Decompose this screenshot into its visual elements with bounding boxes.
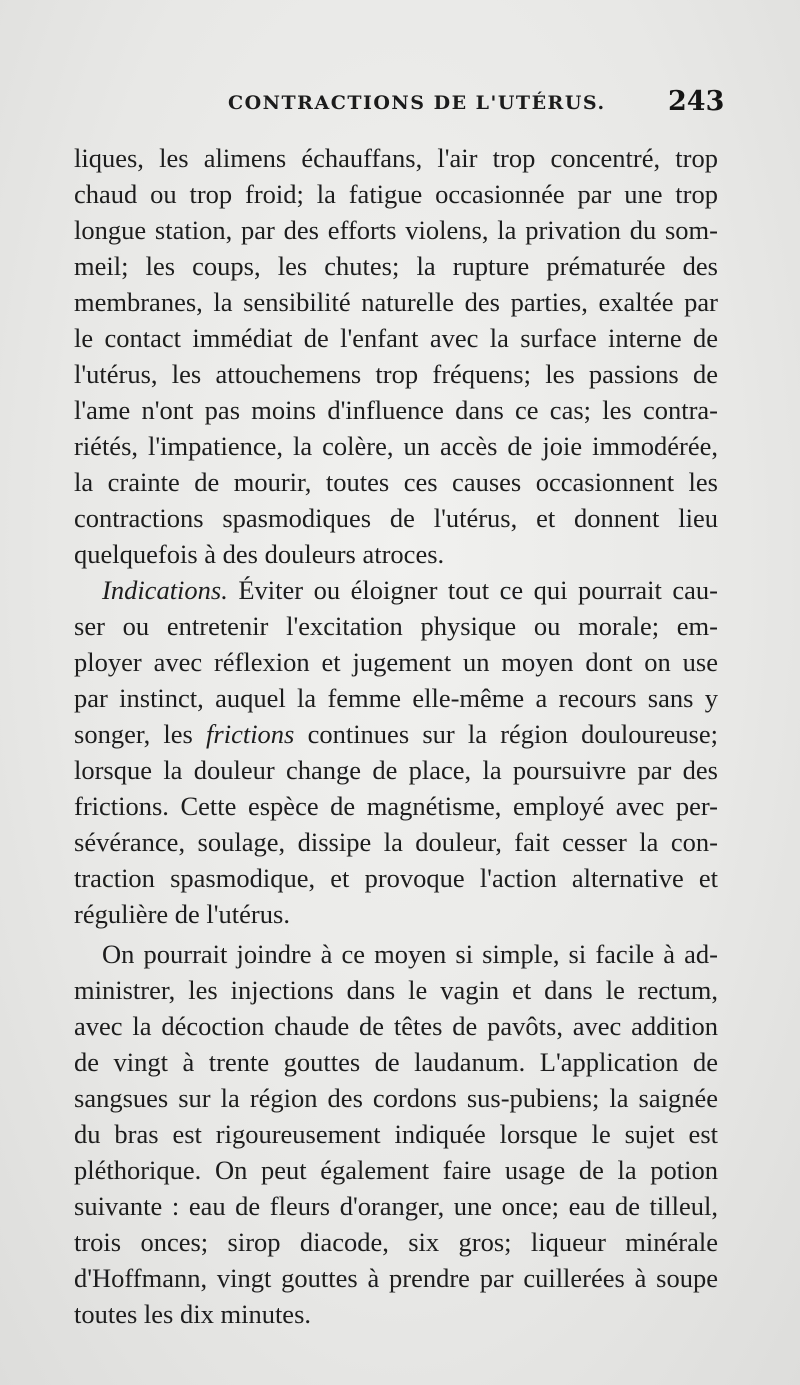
text-line: ministrer, les injections dans le vagin et dans le rectum, [74, 975, 718, 1005]
text-line: d'Hoffmann, vingt gouttes à prendre par cuillerées à soupe [74, 1263, 718, 1293]
text-line: ployer avec réflexion et jugement un moyen dont on use [74, 647, 718, 677]
page-header [0, 86, 800, 126]
text-line: ser ou entretenir l'excitation physique ou morale; em- [74, 611, 718, 641]
text-line: sévérance, soulage, dissipe la douleur, fait cesser la con- [74, 827, 718, 857]
paragraph-treatment [74, 936, 718, 1332]
text-segment: Éviter ou éloigner tout ce qui pourrait cau- [227, 575, 718, 605]
text-line: membranes, la sensibilité naturelle des parties, exaltée par [74, 287, 718, 317]
text-line: traction spasmodique, et provoque l'action alternative et [74, 863, 718, 893]
text-line: liques, les alimens échauffans, l'air trop concentré, trop [74, 143, 718, 173]
text-line: la crainte de mourir, toutes ces causes occasionnent les [74, 467, 718, 497]
text-line: meil; les coups, les chutes; la rupture prématurée des [74, 251, 718, 281]
text-line: sangsues sur la région des cordons sus-pubiens; la saignée [74, 1083, 718, 1113]
text-line: frictions. Cette espèce de magnétisme, employé avec per- [74, 791, 718, 821]
frictions-emphasis: frictions [206, 719, 295, 749]
body-text [74, 140, 718, 1332]
text-line: l'utérus, les attouchemens trop fréquens; les passions de [74, 359, 718, 389]
page-number: 243 [668, 86, 725, 117]
text-line: de vingt à trente gouttes de laudanum. L'application de [74, 1047, 718, 1077]
text-line: chaud ou trop froid; la fatigue occasionnée par une trop [74, 179, 718, 209]
text-segment: continues sur la région douloureuse; [294, 719, 718, 749]
paragraph-causes [74, 140, 718, 572]
text-line: quelquefois à des douleurs atroces. [74, 539, 445, 569]
text-line: riétés, l'impatience, la colère, un accès de joie immodérée, [74, 431, 718, 461]
text-line: pléthorique. On peut également faire usage de la potion [74, 1155, 718, 1185]
indications-heading: Indications. [102, 575, 228, 605]
text-line: du bras est rigoureusement indiquée lorsque le sujet est [74, 1119, 718, 1149]
text-line: suivante : eau de fleurs d'oranger, une once; eau de tilleul, [74, 1191, 718, 1221]
text-line: lorsque la douleur change de place, la poursuivre par des [74, 755, 718, 785]
text-line: On pourrait joindre à ce moyen si simple, si facile à ad- [102, 939, 718, 969]
text-segment: songer, les [74, 719, 207, 749]
text-line [74, 716, 718, 752]
text-line: avec la décoction chaude de têtes de pavôts, avec addition [74, 1011, 718, 1041]
text-line: l'ame n'ont pas moins d'influence dans ce cas; les contra- [74, 395, 718, 425]
text-line [74, 572, 718, 608]
text-line: longue station, par des efforts violens, la privation du som- [74, 215, 718, 245]
running-title: CONTRACTIONS DE L'UTÉRUS. [228, 92, 606, 114]
text-line: contractions spasmodiques de l'utérus, et donnent lieu [74, 503, 718, 533]
text-line: le contact immédiat de l'enfant avec la surface interne de [74, 323, 718, 353]
text-line: régulière de l'utérus. [74, 899, 290, 929]
text-line: par instinct, auquel la femme elle-même a recours sans y [74, 683, 718, 713]
text-line: toutes les dix minutes. [74, 1299, 312, 1329]
text-line: trois onces; sirop diacode, six gros; liqueur minérale [74, 1227, 718, 1257]
paragraph-indications [74, 572, 718, 932]
